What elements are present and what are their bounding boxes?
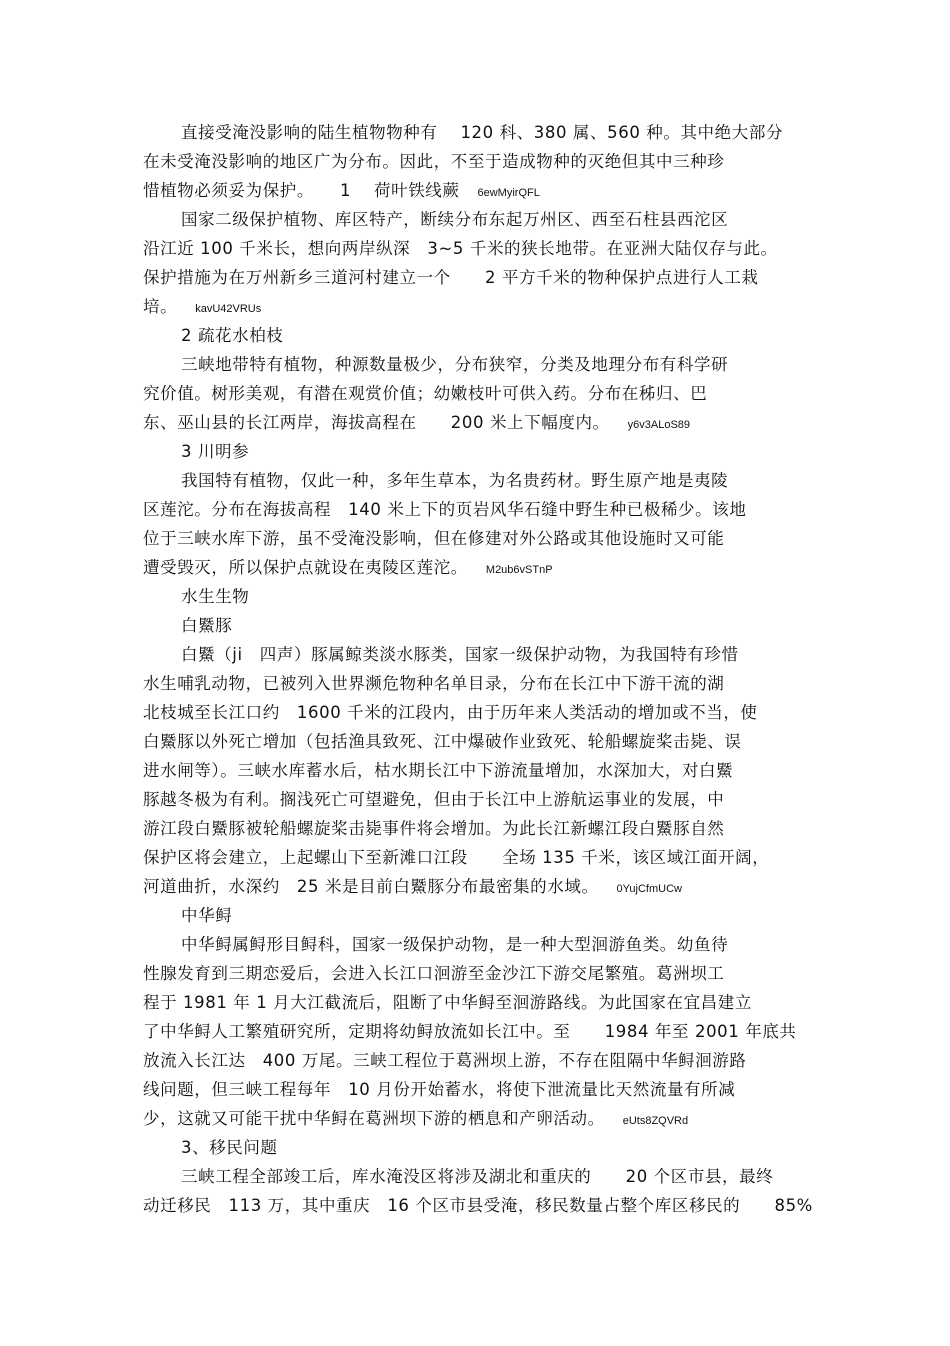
- text-line: 区莲沱。分布在海拔高程 140 米上下的页岩风华石缝中野生种已极稀少。该地: [143, 500, 747, 519]
- section-heading: 2 疏花水柏枝: [181, 326, 284, 345]
- text-line: 性腺发育到三期恋爱后，会进入长江口洄游至金沙江下游交尾繁殖。葛洲坝工: [143, 964, 725, 983]
- section-heading: 3、移民问题: [181, 1138, 278, 1157]
- text-line: 动迁移民 113 万，其中重庆 16 个区市县受淹，移民数量占整个库区移民的 85%: [143, 1196, 813, 1215]
- text-line: 东、巫山县的长江两岸，海拔高程在 200 米上下幅度内。 y6v3ALoS89: [143, 413, 691, 432]
- text-line: 程于 1981 年 1 月大江截流后，阻断了中华鲟至洄游路线。为此国家在宜昌建立: [143, 993, 752, 1012]
- section-heading: 中华鲟: [181, 906, 233, 925]
- text-line: 我国特有植物，仅此一种，多年生草本，为名贵药材。野生原产地是夷陵: [181, 471, 729, 490]
- text-line: 河道曲折，水深约 25 米是目前白鱀豚分布最密集的水域。 0YujCfmUCw: [143, 877, 682, 896]
- text-line: 惜植物必须妥为保护。 1 荷叶铁线蕨 6ewMyirQFL: [143, 181, 540, 200]
- text-line: 豚越冬极为有利。搁浅死亡可望避免，但由于长江中上游航运事业的发展，中: [143, 790, 725, 809]
- text-line: 保护措施为在万州新乡三道河村建立一个 2 平方千米的物种保护点进行人工栽: [143, 268, 759, 287]
- text-line: 中华鲟属鲟形目鲟科，国家一级保护动物，是一种大型洄游鱼类。幼鱼待: [181, 935, 729, 954]
- text-line: 白鱀（ji 四声）豚属鲸类淡水豚类，国家一级保护动物，为我国特有珍惜: [181, 645, 739, 664]
- text-line: 沿江近 100 千米长，想向两岸纵深 3~5 千米的狭长地带。在亚洲大陆仅存与此。: [143, 239, 778, 258]
- text-line: 位于三峡水库下游，虽不受淹没影响，但在修建对外公路或其他设施时又可能: [143, 529, 725, 548]
- text-line: 培。 kavU42VRUs: [143, 297, 262, 316]
- text-line: 白鱀豚以外死亡增加（包括渔具致死、江中爆破作业致死、轮船螺旋桨击毙、误: [143, 732, 742, 751]
- text-line: 了中华鲟人工繁殖研究所，定期将幼鲟放流如长江中。至 1984 年至 2001 年底共: [143, 1022, 797, 1041]
- text-line: 少，这就又可能干扰中华鲟在葛洲坝下游的栖息和产卵活动。 eUts8ZQVRd: [143, 1109, 689, 1128]
- text-line: 在未受淹没影响的地区广为分布。因此，不至于造成物种的灭绝但其中三种珍: [143, 152, 725, 171]
- section-heading: 水生生物: [181, 587, 250, 606]
- text-line: 遭受毁灭，所以保护点就设在夷陵区莲沱。 M2ub6vSTnP: [143, 558, 553, 577]
- text-line: 线问题，但三峡工程每年 10 月份开始蓄水，将使下泄流量比天然流量有所减: [143, 1080, 736, 1099]
- text-line: 究价值。树形美观，有潜在观赏价值；幼嫩枝叶可供入药。分布在秭归、巴: [143, 384, 708, 403]
- text-line: 国家二级保护植物、库区特产，断续分布东起万州区、西至石柱县西沱区: [181, 210, 729, 229]
- text-line: 放流入长江达 400 万尾。三峡工程位于葛洲坝上游，不存在阻隔中华鲟洄游路: [143, 1051, 747, 1070]
- text-line: 水生哺乳动物，已被列入世界濒危物种名单目录，分布在长江中下游干流的湖: [143, 674, 725, 693]
- text-line: 保护区将会建立，上起螺山下至新滩口江段 全场 135 千米，该区域江面开阔，: [143, 848, 770, 867]
- section-heading: 3 川明参: [181, 442, 250, 461]
- text-line: 北枝城至长江口约 1600 千米的江段内，由于历年来人类活动的增加或不当，使: [143, 703, 758, 722]
- text-line: 进水闸等）。三峡水库蓄水后，枯水期长江中下游流量增加，水深加大，对白鱀: [143, 761, 734, 780]
- text-line: 三峡地带特有植物，种源数量极少，分布狭窄，分类及地理分布有科学研: [181, 355, 729, 374]
- text-line: 三峡工程全部竣工后，库水淹没区将涉及湖北和重庆的 20 个区市县，最终: [181, 1167, 774, 1186]
- text-line: 直接受淹没影响的陆生植物物种有 120 科、380 属、560 种。其中绝大部分: [181, 123, 784, 142]
- text-line: 游江段白鱀豚被轮船螺旋桨击毙事件将会增加。为此长江新螺江段白鱀豚自然: [143, 819, 725, 838]
- section-heading: 白鱀豚: [181, 616, 233, 635]
